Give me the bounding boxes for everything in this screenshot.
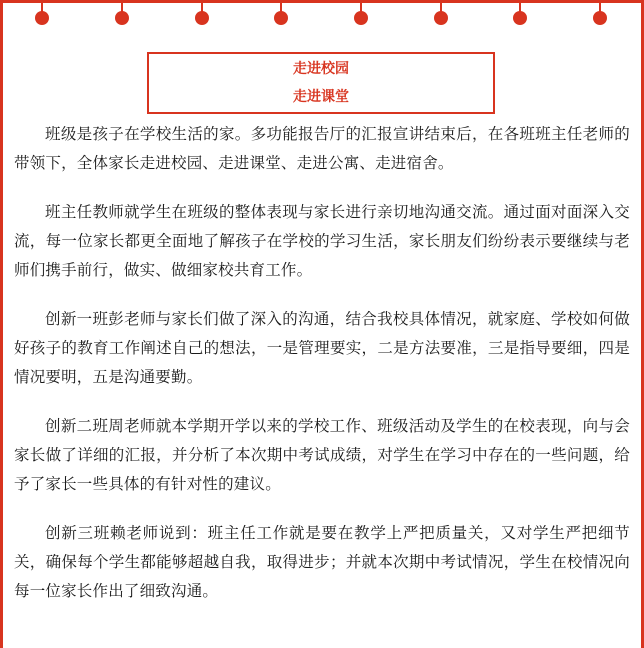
binder-ring-icon xyxy=(513,0,527,26)
binder-ring-icon xyxy=(434,0,448,26)
article-body xyxy=(14,120,630,626)
paragraph: 创新二班周老师就本学期开学以来的学校工作、班级活动及学生的在校表现，向与会家长做了详细的汇报，并分析了本次期中考试成绩，对学生在学习中存在的一些问题，给予了家长一些具体的有针对性的建议。 xyxy=(14,417,630,493)
title-line-2: 走进课堂 xyxy=(293,89,349,105)
title-line-1: 走进校园 xyxy=(293,61,349,77)
binder-ring-icon xyxy=(195,0,209,26)
binder-ring-icon xyxy=(35,0,49,26)
paragraph: 创新一班彭老师与家长们做了深入的沟通，结合我校具体情况，就家庭、学校如何做好孩子的教育工作阐述自己的想法，一是管理要实，二是方法要准，三是指导要细，四是情况要明，五是沟通要勤。 xyxy=(14,310,630,386)
paragraph: 班主任教师就学生在班级的整体表现与家长进行亲切地沟通交流。通过面对面深入交流，每一位家长都更全面地了解孩子在学校的学习生活，家长朋友们纷纷表示要继续与老师们携手前行，做实、做细家校共育工作。 xyxy=(14,203,630,279)
title-box xyxy=(147,52,495,114)
binder-rings xyxy=(0,0,644,26)
paragraph: 创新三班赖老师说到：班主任工作就是要在教学上严把质量关，又对学生严把细节关，确保每个学生都能够超越自我，取得进步；并就本次期中考试情况，学生在校情况向每一位家长作出了细致沟通。 xyxy=(14,524,630,600)
binder-ring-icon xyxy=(593,0,607,26)
binder-ring-icon xyxy=(354,0,368,26)
binder-ring-icon xyxy=(274,0,288,26)
paragraph: 班级是孩子在学校生活的家。多功能报告厅的汇报宣讲结束后，在各班班主任老师的带领下，全体家长走进校园、走进课堂、走进公寓、走进宿舍。 xyxy=(14,125,630,172)
binder-ring-icon xyxy=(115,0,129,26)
